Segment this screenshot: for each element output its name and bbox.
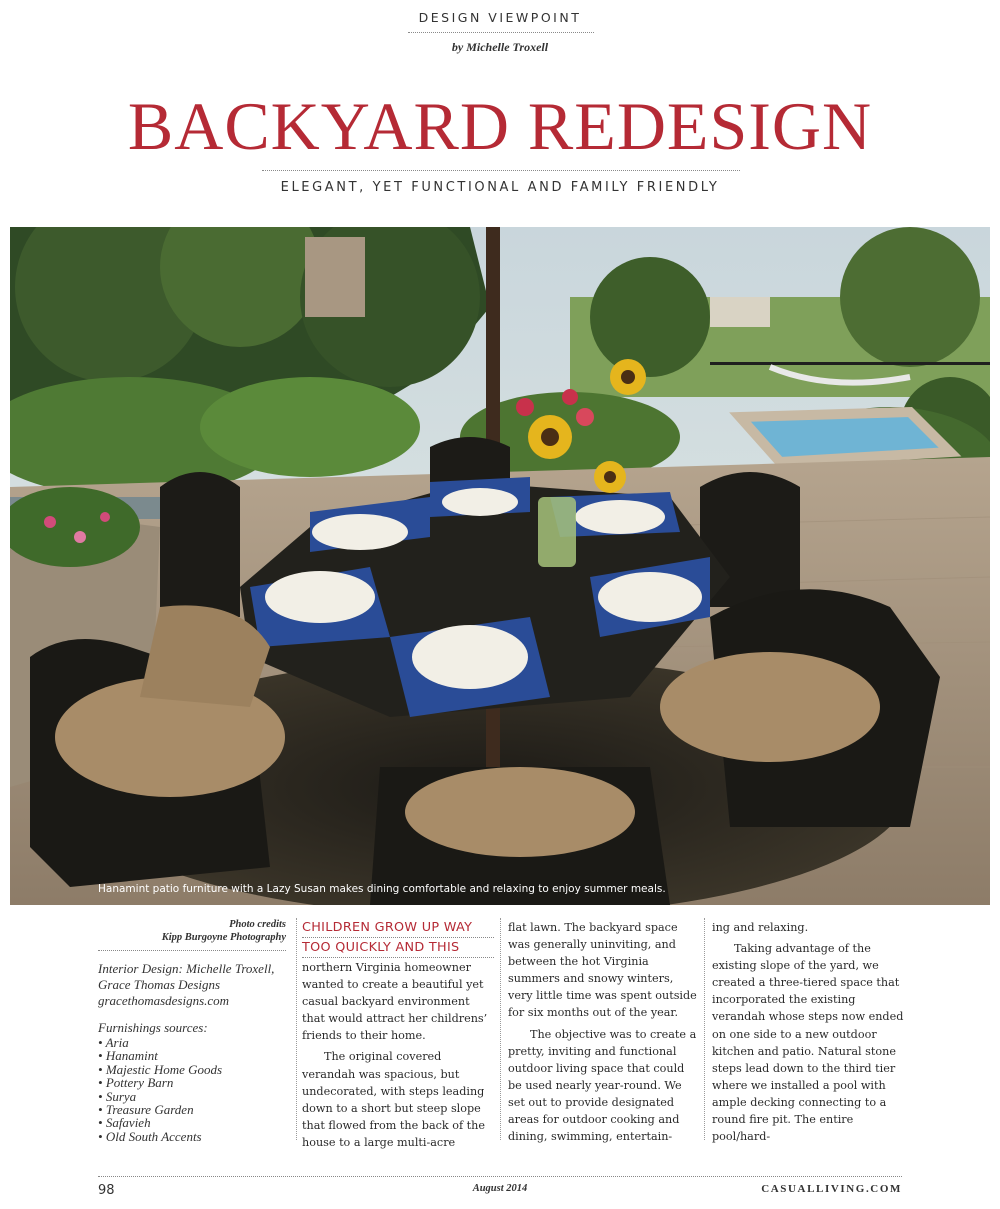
credits-title: Photo credits — [229, 919, 286, 930]
article-column-1 — [302, 919, 494, 1151]
lead-line: TOO QUICKLY AND THIS — [302, 940, 460, 955]
column-rule — [500, 918, 501, 1140]
interior-website: gracethomasdesigns.com — [98, 993, 230, 1008]
source-item: • Hanamint — [98, 1049, 286, 1062]
lead-divider — [302, 957, 494, 958]
photo-credits — [98, 918, 286, 944]
issue-date: August 2014 — [472, 1183, 528, 1194]
paragraph: Taking advantage of the existing slope of the yard, we created a three-tiered space that incorporated the existing verandah whose steps now ended on one side to a new outdoor kitchen and patio. Natural stone steps lead down to the third tier where we installed a pool with ample decking connecting to a round fire pit. The entire pool/hard- — [712, 942, 904, 1144]
byline: by Michelle Troxell — [451, 40, 549, 54]
section-kicker: DESIGN VIEWPOINT — [418, 10, 582, 25]
column-rule — [296, 918, 297, 1140]
article-column-2 — [508, 919, 700, 1145]
interior-line: Interior Design: Michelle Troxell, — [98, 961, 275, 976]
source-item: • Pottery Barn — [98, 1076, 286, 1089]
source-item: • Aria — [98, 1036, 286, 1049]
sources-list — [98, 1036, 286, 1143]
article-subtitle: ELEGANT, YET FUNCTIONAL AND FAMILY FRIENDLY — [280, 180, 720, 195]
source-item: • Safavieh — [98, 1116, 286, 1129]
website-url: CASUALLIVING.COM — [761, 1183, 902, 1195]
paragraph: northern Virginia homeowner wanted to create a beautiful yet casual backyard environment that would attract her childrens’ friends to their home. — [302, 961, 488, 1043]
sidebar — [98, 918, 286, 1143]
article-title: BACKYARD REDESIGN — [127, 88, 873, 164]
interior-design-credit — [98, 961, 286, 1009]
paragraph: The objective was to create a pretty, inviting and functional outdoor living space that could be used nearly year-round. We set out to provide designated areas for outdoor cooking and dining, swimming, entertain- — [508, 1027, 697, 1144]
lead-line: CHILDREN GROW UP WAY — [302, 920, 473, 935]
hero-photo — [10, 227, 990, 905]
paragraph: ing and relaxing. — [712, 921, 809, 934]
page-number: 98 — [98, 1183, 115, 1198]
sidebar-divider — [98, 950, 286, 951]
sources-title: Furnishings sources: — [98, 1020, 208, 1035]
patio-dining-scene — [10, 227, 990, 905]
footer-divider — [98, 1176, 902, 1177]
interior-line: Grace Thomas Designs — [98, 977, 221, 992]
column-rule — [704, 918, 705, 1140]
photo-caption: Hanamint patio furniture with a Lazy Susan makes dining comfortable and relaxing to enjoy summer meals. — [98, 883, 666, 895]
article-column-3 — [712, 919, 904, 1145]
source-item: • Treasure Garden — [98, 1103, 286, 1116]
source-item: • Old South Accents — [98, 1130, 286, 1143]
lead-divider — [302, 937, 494, 938]
source-item: • Surya — [98, 1090, 286, 1103]
source-item: • Majestic Home Goods — [98, 1063, 286, 1076]
kicker-divider — [408, 32, 594, 33]
title-divider — [262, 170, 740, 171]
paragraph: The original covered verandah was spacious, but undecorated, with steps leading down to a short but steep slope that flowed from the back of the house to a large multi-acre — [302, 1050, 485, 1149]
paragraph: flat lawn. The backyard space was generally uninviting, and between the hot Virginia summers and snowy winters, very little time was spent outside for six months out of the year. — [508, 921, 697, 1020]
credits-name: Kipp Burgoyne Photography — [161, 932, 286, 943]
